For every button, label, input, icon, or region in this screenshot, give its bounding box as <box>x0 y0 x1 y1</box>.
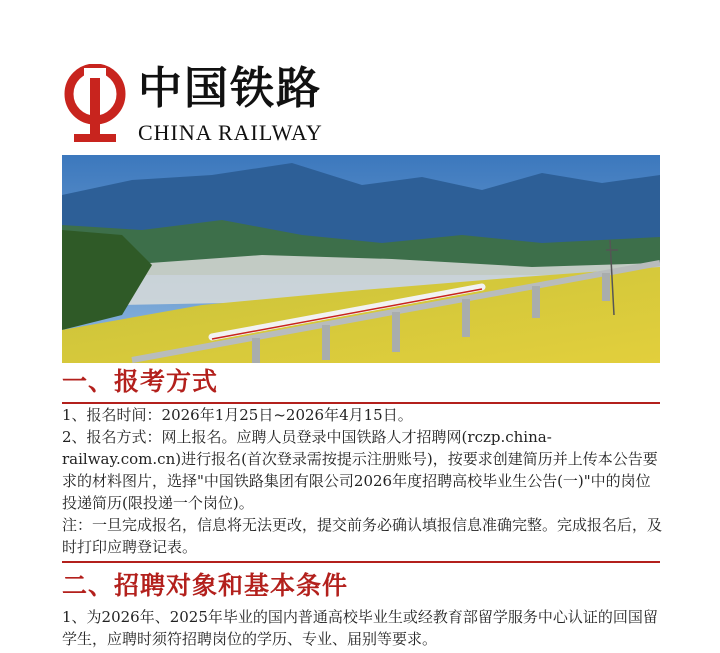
brand-name-english: CHINA RAILWAY <box>138 120 323 145</box>
brand-header <box>62 60 362 150</box>
section-divider <box>62 561 660 563</box>
china-railway-logo-icon <box>62 64 128 144</box>
section-title-recruitment-targets: 二、招聘对象和基本条件 <box>62 571 349 600</box>
section-body-application-method <box>62 404 662 558</box>
paragraph-eligibility: 1、为2026年、2025年毕业的国内普通高校毕业生或经教育部留学服务中心认证的回国留学生，应聘时须符招聘岗位的学历、专业、届别等要求。 <box>62 608 658 648</box>
section-body-recruitment-targets <box>62 606 662 650</box>
paragraph-application-method: 2、报名方式：网上报名。应聘人员登录中国铁路人才招聘网(rczp.china-railway.com.cn)进行报名(首次登录需按提示注册账号)，按要求创建简历并上传本公告要求的材料图片，选择"中国铁路集团有限公司2026年度招聘高校毕业生公告(一)"中的岗位投递简历(限投递一个岗位)。 <box>62 428 658 512</box>
paragraph-application-time: 1、报名时间：2026年1月25日~2026年4月15日。 <box>62 406 413 424</box>
section-title-application-method: 一、报考方式 <box>62 367 219 396</box>
hero-train-photo <box>62 155 660 363</box>
brand-name-chinese: 中国铁路 <box>138 63 322 114</box>
paragraph-note: 注：一旦完成报名，信息将无法更改，提交前务必确认填报信息准确完整。完成报名后，及时打印应聘登记表。 <box>62 516 663 556</box>
